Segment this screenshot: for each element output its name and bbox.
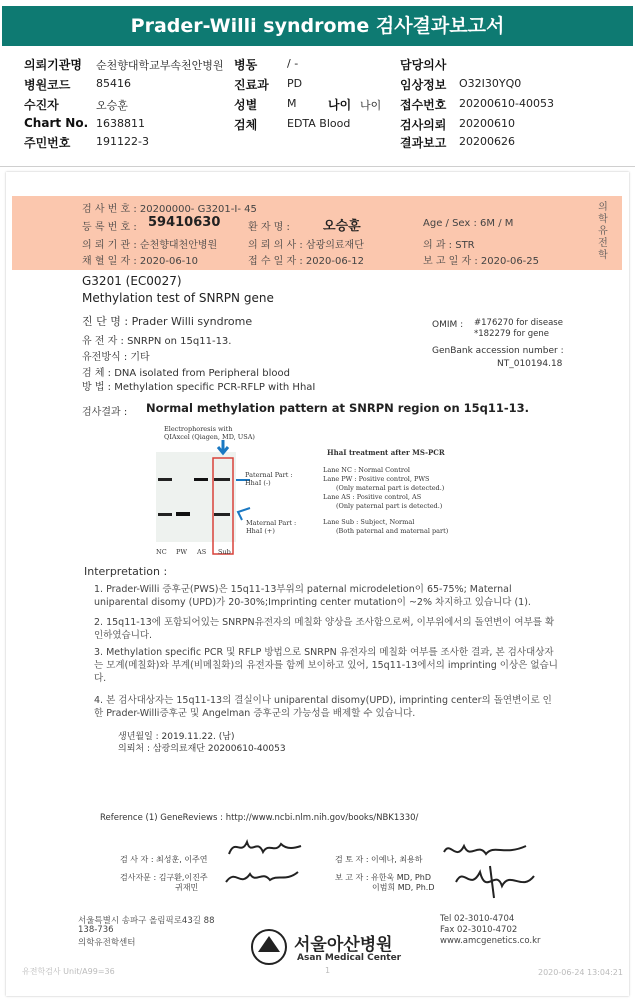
chart-value: 1638811 [96,117,145,130]
sex-label: 성별 [234,98,258,112]
patient-label: 수진자 [24,98,59,112]
legend-line-1: Lane NC : Normal Control [323,466,410,474]
department: 의 과 : STR [423,240,475,251]
sub-paternal-band [214,478,230,481]
test-number: 검 사 번 호 : 20200000- G3201-I- 45 [82,204,257,215]
dept-value: PD [287,77,303,90]
genbank-label: GenBank accession number : [432,346,564,356]
tester-signature [225,834,305,860]
department-vertical: 의학유전학 [598,202,608,261]
clinical-value: O32I30YQ0 [459,77,522,90]
institution-label: 의뢰기관명 [24,58,82,72]
patient-name: 오승훈 [323,219,361,234]
lane-pw: PW [176,548,188,556]
hospital-code-label: 병원코드 [24,78,71,92]
omim-disease: #176270 for disease [474,318,563,328]
result-text: Normal methylation pattern at SNRPN region on 15q11-13. [146,401,530,415]
genbank-value: NT_010194.18 [497,359,563,369]
fax: Fax 02-3010-4702 [440,925,518,935]
paternal-label-2: HhaI (-) [245,479,271,487]
request-label: 검사의뢰 [400,118,447,132]
legend-line-6: Lane Sub : Subject, Normal [323,518,415,526]
requesting-doctor: 의 뢰 의 사 : 삼광의료재단 [248,240,364,251]
tester: 검 사 자 : 최성훈, 이주연 [120,855,208,864]
interpretation-p2: 2. 15q11-13에 포함되어있는 SNRPN유전자의 메칠화 양상을 조사함으로써, 이부위에서의 돌연변이 여부를 확인하였습니다. [94,617,555,641]
lane-as: AS [197,548,207,556]
legend-line-7: (Both paternal and maternal part) [336,527,449,535]
result-label: 검사결과 : [82,407,128,418]
specimen-label: 검체 [234,118,258,132]
interpretation-p1: 1. Prader-Willi 증후군(PWS)은 15q11-13부위의 paternal microdeletion이 65-75%; Maternal uniparental disomy (UPD)가 20-30%;Imprinting center mutation이 ~2% 차지하고 있습니다 (1). [94,584,531,608]
gel-background [156,452,236,542]
paternal-label: Paternal Part : [245,471,293,479]
as-paternal-band [194,478,208,481]
sex-value: M [287,97,297,110]
interpretation-p4: 4. 본 검사대상자는 15q11-13의 결실이나 uniparental disomy(UPD), imprinting center의 돌연변이로 인한 Prader-Willi증후군 및 Angelman 증후군의 가능성을 배제할 수 있습니다. [94,695,552,719]
patient-name-label: 환 자 명 : [248,222,290,233]
page-number: 1 [325,966,331,975]
age-value: 나이 [360,99,382,112]
reviewer: 검 토 자 : 이예나, 최용하 [335,855,423,864]
reg-no-label: 등 록 번 호 : [82,222,137,233]
figure-caption-1: Electrophoresis with [164,425,233,433]
sub-maternal-band [214,513,230,516]
interpretation-p3: 3. Methylation specific PCR 및 RFLP 방법으로 SNRPN 유전자의 메칠화 여부를 조사한 결과, 본 검사대상자는 모계(메칠화)와 부계(비메칠화)의 유전자를 함께 보이하고 있어, 15q11-13에서의 imprinting 이상은 없습니다. [94,647,558,684]
hospital-logo-icon [250,928,288,966]
patient-value: 오승훈 [96,99,128,112]
legend-line-3: (Only maternal part is detected.) [336,484,445,492]
receipt-date: 접 수 일 자 : 2020-06-12 [248,256,365,267]
birth-date: 생년월일 : 2019.11.22. (남) [118,732,235,742]
hospital-name-en: Asan Medical Center [297,953,402,963]
address-1: 서울특별시 송파구 올림픽로43길 88 [78,916,215,926]
lane-nc: NC [156,548,167,556]
collection-date: 채 혈 일 자 : 2020-06-10 [82,256,199,267]
print-timestamp: 2020-06-24 13:04:21 [538,968,623,977]
inheritance: 유전방식 : 기타 [82,352,150,363]
reg-no: 59410630 [148,215,221,230]
rrn-label: 주민번호 [24,136,71,150]
address-2: 138-736 [78,925,114,935]
legend-line-4: Lane AS : Positive control, AS [323,493,422,501]
report-label: 결과보고 [400,136,447,150]
nc-maternal-band [158,513,172,516]
specimen-value: EDTA Blood [287,117,351,130]
report-header [0,50,635,160]
chart-label: Chart No. [24,116,89,130]
interpretation-heading: Interpretation : [84,565,168,578]
requesting-institution: 의 뢰 기 관 : 순천향대천안병원 [82,240,218,251]
maternal-label: Maternal Part : [246,519,297,527]
method: 방 법 : Methylation specific PCR-RFLP with HhaI [82,382,316,393]
legend-title: HhaI treatment after MS-PCR [327,448,445,457]
arrow-down-icon [218,440,228,453]
maternal-label-2: HhaI (+) [246,527,275,535]
diagnosis: 진 단 명 : Prader Willi syndrome [82,315,253,328]
omim-label: OMIM : [432,320,464,330]
omim-gene: *182279 for gene [474,329,550,339]
hospital-code-value: 85416 [96,77,131,90]
hospital-name-kr: 서울아산병원 [294,935,393,955]
reporter-signature [450,862,540,902]
test-name: Methylation test of SNRPN gene [82,291,274,305]
reference: Reference (1) GeneReviews : http://www.ncbi.nlm.nih.gov/books/NBK1330/ [100,813,419,823]
age-sex: Age / Sex : 6M / M [423,218,514,229]
gene: 유 전 자 : SNRPN on 15q11-13. [82,336,232,347]
header-divider [0,166,635,167]
advisor-2: 귀재민 [175,883,199,892]
unit-stamp: 유전학검사 Unit/A99=36 [22,967,115,976]
receipt-value: 20200610-40053 [459,97,554,110]
nc-paternal-band [158,478,172,481]
ward-value: / - [287,57,299,70]
test-code: G3201 (EC0027) [82,274,182,288]
requester: 의뢰처 : 삼광의료재단 20200610-40053 [118,744,286,754]
report-value: 20200626 [459,135,515,148]
advisor-signature [222,864,302,890]
pw-maternal-band [176,512,190,516]
website: www.amcgenetics.co.kr [440,936,541,946]
rrn-value: 191122-3 [96,135,149,148]
ward-label: 병동 [234,58,258,72]
legend-line-2: Lane PW : Positive control, PWS [323,475,430,483]
figure-caption-2: QIAxcel (Qiagen, MD, USA) [164,433,255,441]
clinical-label: 임상정보 [400,78,447,92]
lane-sub: Sub [218,548,231,556]
institution-value: 순천향대학교부속천안병원 [96,59,224,72]
gel-image [150,440,350,560]
telephone: Tel 02-3010-4704 [440,914,515,924]
doctor-label: 담당의사 [400,58,447,72]
request-value: 20200610 [459,117,515,130]
address-3: 의학유전학센터 [78,938,136,948]
reporter-2: 이범희 MD, Ph.D [372,883,435,892]
receipt-label: 접수번호 [400,98,447,112]
reviewer-signature [440,838,530,864]
report-title: Prader-Willi syndrome 검사결과보고서 [2,6,633,46]
report-date: 보 고 일 자 : 2020-06-25 [423,256,540,267]
age-label: 나이 [328,98,352,112]
legend-line-5: (Only paternal part is detected.) [336,502,443,510]
reporter: 보 고 자 : 유한욱 MD, PhD [335,873,431,882]
specimen: 검 체 : DNA isolated from Peripheral blood [82,368,290,379]
dept-label: 진료과 [234,78,269,92]
advisor: 검사자문 : 김구환,이진주 [120,873,208,882]
